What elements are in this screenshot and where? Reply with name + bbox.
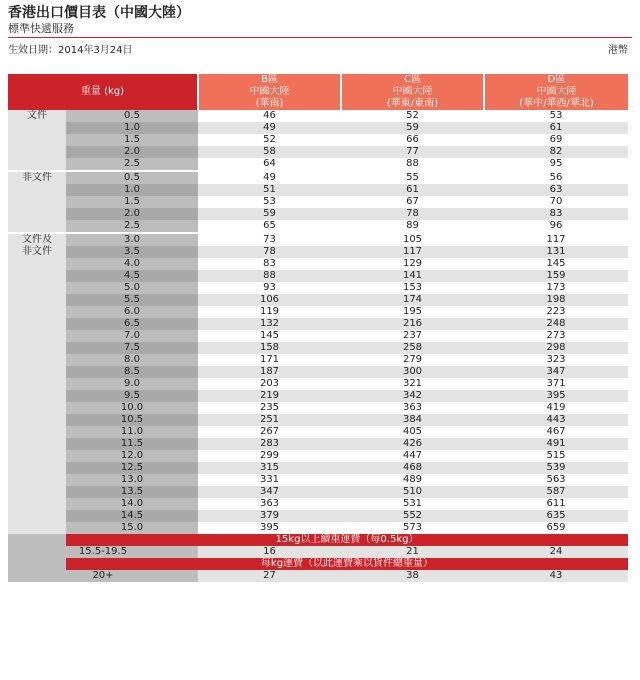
- zone-c-region: [341, 86, 484, 110]
- zone-c-rate: 384: [341, 414, 484, 426]
- over15-section-label: 15kg以上續重運費（每0.5kg）: [66, 534, 628, 546]
- table-row: [8, 462, 628, 474]
- zone-d-rate: 248: [484, 318, 628, 330]
- zone-d-rate: 70: [484, 196, 628, 208]
- weight-cell: 10.5: [66, 414, 198, 426]
- weight-cell: 8.5: [66, 366, 198, 378]
- zone-d-header: D區: [484, 74, 628, 86]
- zone-c-rate: 66: [341, 134, 484, 146]
- rate-table: [8, 74, 628, 582]
- currency-label: 港幣: [608, 45, 628, 56]
- weight-cell: 9.0: [66, 378, 198, 390]
- zone-c-rate: 174: [341, 294, 484, 306]
- table-row: [8, 282, 628, 294]
- category-label: 文件及 非文件: [8, 233, 66, 534]
- zone-c-rate: 59: [341, 122, 484, 134]
- table-row: [8, 220, 628, 233]
- zone-b-rate: 119: [198, 306, 341, 318]
- zone-d-region-name: 中國大陸: [536, 86, 577, 97]
- zone-b-rate: 299: [198, 450, 341, 462]
- zone-d-rate: 69: [484, 134, 628, 146]
- weight-cell: 2.0: [66, 146, 198, 158]
- zone-d-rate: 63: [484, 184, 628, 196]
- table-row: [8, 450, 628, 462]
- zone-b-rate: 395: [198, 522, 341, 534]
- zone-c-rate: 342: [341, 390, 484, 402]
- table-row: [8, 171, 628, 184]
- table-row: [8, 146, 628, 158]
- band-spacer: [8, 534, 66, 546]
- weight-column-header: 重量 (kg): [8, 74, 198, 110]
- zone-c-area: (華東/東南): [386, 98, 439, 109]
- zone-b-rate: 283: [198, 438, 341, 450]
- table-row: [8, 474, 628, 486]
- zone-b-rate: 267: [198, 426, 341, 438]
- zone-b-rate: 65: [198, 220, 341, 233]
- zone-b-rate: 64: [198, 158, 341, 171]
- zone-c-rate: 237: [341, 330, 484, 342]
- weight-cell: 0.5: [66, 171, 198, 184]
- zone-b-rate: 73: [198, 233, 341, 246]
- table-row: [8, 158, 628, 171]
- weight-cell: 10.0: [66, 402, 198, 414]
- zone-b-rate: 251: [198, 414, 341, 426]
- zone-d-rate: 491: [484, 438, 628, 450]
- zone-b-rate: 331: [198, 474, 341, 486]
- table-row: [8, 414, 628, 426]
- zone-c-rate: 61: [341, 184, 484, 196]
- table-row: [8, 134, 628, 146]
- weight-cell: 1.5: [66, 196, 198, 208]
- category-label: 非文件: [8, 171, 66, 233]
- zone-b-rate: 363: [198, 498, 341, 510]
- weight-cell: 6.5: [66, 318, 198, 330]
- zone-d-rate: 43: [484, 570, 628, 582]
- table-row: [8, 570, 628, 582]
- zone-c-rate: 88: [341, 158, 484, 171]
- table-row: [8, 498, 628, 510]
- weight-cell: 7.5: [66, 342, 198, 354]
- weight-cell: 2.5: [66, 220, 198, 233]
- zone-d-rate: 467: [484, 426, 628, 438]
- zone-b-rate: 187: [198, 366, 341, 378]
- zone-c-rate: 321: [341, 378, 484, 390]
- zone-b-rate: 88: [198, 270, 341, 282]
- weight-cell: 13.0: [66, 474, 198, 486]
- zone-c-rate: 258: [341, 342, 484, 354]
- weight-cell: 5.5: [66, 294, 198, 306]
- zone-b-rate: 203: [198, 378, 341, 390]
- zone-c-rate: 141: [341, 270, 484, 282]
- zone-d-rate: 95: [484, 158, 628, 171]
- zone-d-rate: 53: [484, 110, 628, 122]
- zone-b-rate: 78: [198, 246, 341, 258]
- zone-d-rate: 419: [484, 402, 628, 414]
- table-row: [8, 522, 628, 534]
- weight-cell: 14.5: [66, 510, 198, 522]
- zone-b-rate: 315: [198, 462, 341, 474]
- table-row: [8, 390, 628, 402]
- table-row: [8, 184, 628, 196]
- weight-cell: 1.0: [66, 122, 198, 134]
- zone-d-rate: 96: [484, 220, 628, 233]
- zone-c-rate: 573: [341, 522, 484, 534]
- zone-d-rate: 56: [484, 171, 628, 184]
- zone-d-rate: 347: [484, 366, 628, 378]
- rate-table-body: [8, 110, 628, 582]
- zone-c-rate: 552: [341, 510, 484, 522]
- weight-cell: 3.5: [66, 246, 198, 258]
- zone-d-rate: 82: [484, 146, 628, 158]
- zone-b-rate: 93: [198, 282, 341, 294]
- table-row: [8, 318, 628, 330]
- zone-d-rate: 443: [484, 414, 628, 426]
- zone-d-rate: 587: [484, 486, 628, 498]
- zone-b-rate: 83: [198, 258, 341, 270]
- section-band-row: [8, 558, 628, 570]
- zone-b-region-name: 中國大陸: [249, 86, 290, 97]
- zone-c-rate: 300: [341, 366, 484, 378]
- page-subtitle: 標準快遞服務: [8, 22, 74, 35]
- table-row: [8, 294, 628, 306]
- effective-date: 生效日期：2014年3月24日: [8, 45, 133, 56]
- zone-d-rate: 323: [484, 354, 628, 366]
- zone-d-rate: 223: [484, 306, 628, 318]
- weight-cell: 5.0: [66, 282, 198, 294]
- zone-d-rate: 159: [484, 270, 628, 282]
- zone-d-rate: 273: [484, 330, 628, 342]
- zone-c-region-name: 中國大陸: [392, 86, 433, 97]
- table-row: [8, 233, 628, 246]
- zone-b-rate: 106: [198, 294, 341, 306]
- table-row: [8, 510, 628, 522]
- zone-d-rate: 659: [484, 522, 628, 534]
- table-row: [8, 270, 628, 282]
- zone-d-rate: 635: [484, 510, 628, 522]
- zone-d-rate: 24: [484, 546, 628, 558]
- weight-cell: 12.5: [66, 462, 198, 474]
- weight-cell: 3.0: [66, 233, 198, 246]
- zone-c-rate: 21: [341, 546, 484, 558]
- zone-b-rate: 132: [198, 318, 341, 330]
- zone-d-rate: 395: [484, 390, 628, 402]
- zone-d-rate: 539: [484, 462, 628, 474]
- zone-b-rate: 49: [198, 122, 341, 134]
- zone-d-rate: 145: [484, 258, 628, 270]
- table-row: [8, 546, 628, 558]
- zone-d-rate: 131: [484, 246, 628, 258]
- weight-cell: 1.0: [66, 184, 198, 196]
- zone-d-rate: 371: [484, 378, 628, 390]
- zone-c-rate: 67: [341, 196, 484, 208]
- zone-c-rate: 38: [341, 570, 484, 582]
- zone-d-area: (華中/華西/華北): [519, 98, 594, 109]
- weight-cell: 2.0: [66, 208, 198, 220]
- zone-c-rate: 531: [341, 498, 484, 510]
- zone-b-region: [198, 86, 341, 110]
- weight-cell: 20+: [8, 570, 198, 582]
- table-row: [8, 438, 628, 450]
- zone-b-rate: 58: [198, 146, 341, 158]
- weight-cell: 13.5: [66, 486, 198, 498]
- zone-b-rate: 219: [198, 390, 341, 402]
- table-row: [8, 342, 628, 354]
- zone-c-rate: 52: [341, 110, 484, 122]
- zone-c-rate: 447: [341, 450, 484, 462]
- zone-d-rate: 173: [484, 282, 628, 294]
- zone-d-rate: 83: [484, 208, 628, 220]
- zone-b-rate: 49: [198, 171, 341, 184]
- table-row: [8, 366, 628, 378]
- zone-d-rate: 563: [484, 474, 628, 486]
- zone-c-rate: 78: [341, 208, 484, 220]
- weight-cell: 9.5: [66, 390, 198, 402]
- weight-cell: 11.5: [66, 438, 198, 450]
- zone-b-rate: 145: [198, 330, 341, 342]
- zone-c-rate: 363: [341, 402, 484, 414]
- weight-cell: 4.0: [66, 258, 198, 270]
- weight-cell: 6.0: [66, 306, 198, 318]
- zone-b-rate: 46: [198, 110, 341, 122]
- table-row: [8, 110, 628, 122]
- zone-b-rate: 158: [198, 342, 341, 354]
- weight-cell: 12.0: [66, 450, 198, 462]
- category-label: 文件: [8, 110, 66, 171]
- zone-c-rate: 468: [341, 462, 484, 474]
- zone-d-rate: 198: [484, 294, 628, 306]
- table-row: [8, 378, 628, 390]
- table-row: [8, 402, 628, 414]
- weight-cell: 15.0: [66, 522, 198, 534]
- table-row: [8, 330, 628, 342]
- zone-c-rate: 117: [341, 246, 484, 258]
- zone-b-rate: 171: [198, 354, 341, 366]
- zone-b-rate: 347: [198, 486, 341, 498]
- table-row: [8, 426, 628, 438]
- zone-c-rate: 405: [341, 426, 484, 438]
- band-spacer: [8, 558, 66, 570]
- weight-cell: 15.5-19.5: [8, 546, 198, 558]
- zone-c-rate: 153: [341, 282, 484, 294]
- weight-cell: 14.0: [66, 498, 198, 510]
- zone-b-rate: 51: [198, 184, 341, 196]
- zone-b-rate: 52: [198, 134, 341, 146]
- weight-cell: 7.0: [66, 330, 198, 342]
- table-row: [8, 208, 628, 220]
- zone-c-rate: 489: [341, 474, 484, 486]
- zone-c-rate: 89: [341, 220, 484, 233]
- section-band-row: [8, 534, 628, 546]
- zone-c-rate: 129: [341, 258, 484, 270]
- zone-d-rate: 515: [484, 450, 628, 462]
- zone-c-rate: 77: [341, 146, 484, 158]
- table-row: [8, 122, 628, 134]
- zone-c-rate: 426: [341, 438, 484, 450]
- weight-cell: 1.5: [66, 134, 198, 146]
- zone-d-rate: 611: [484, 498, 628, 510]
- zone-c-rate: 216: [341, 318, 484, 330]
- zone-c-rate: 105: [341, 233, 484, 246]
- weight-cell: 0.5: [66, 110, 198, 122]
- table-row: [8, 306, 628, 318]
- table-row: [8, 196, 628, 208]
- zone-b-header: B區: [198, 74, 341, 86]
- zone-b-rate: 59: [198, 208, 341, 220]
- zone-c-rate: 195: [341, 306, 484, 318]
- weight-cell: 8.0: [66, 354, 198, 366]
- zone-b-rate: 16: [198, 546, 341, 558]
- zone-d-rate: 298: [484, 342, 628, 354]
- perkg-section-label: 每kg運費（以此運費乘以貨件總重量）: [66, 558, 628, 570]
- page-title: 香港出口價目表（中國大陸）: [8, 5, 190, 21]
- weight-cell: 4.5: [66, 270, 198, 282]
- weight-cell: 11.0: [66, 426, 198, 438]
- zone-d-region: [484, 86, 628, 110]
- table-row: [8, 258, 628, 270]
- zone-b-rate: 53: [198, 196, 341, 208]
- zone-c-header: C區: [341, 74, 484, 86]
- table-row: [8, 246, 628, 258]
- header-divider: [8, 37, 632, 38]
- zone-c-rate: 510: [341, 486, 484, 498]
- zone-c-rate: 55: [341, 171, 484, 184]
- zone-b-rate: 379: [198, 510, 341, 522]
- weight-cell: 2.5: [66, 158, 198, 171]
- zone-c-rate: 279: [341, 354, 484, 366]
- zone-b-rate: 27: [198, 570, 341, 582]
- zone-d-rate: 117: [484, 233, 628, 246]
- zone-d-rate: 61: [484, 122, 628, 134]
- zone-b-rate: 235: [198, 402, 341, 414]
- table-row: [8, 486, 628, 498]
- zone-b-area: (華南): [255, 98, 284, 109]
- table-row: [8, 354, 628, 366]
